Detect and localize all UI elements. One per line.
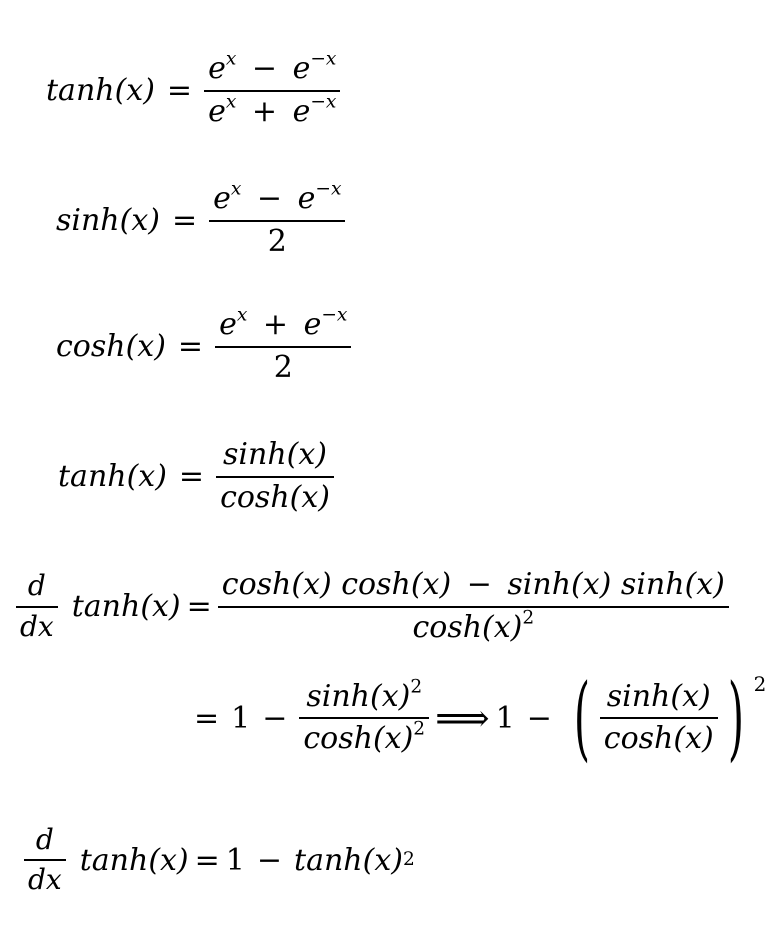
equals-sign: = (171, 203, 198, 238)
numerator (219, 438, 331, 473)
numerator (215, 304, 351, 343)
arg-x: (x) (482, 609, 523, 645)
derivative-operator (24, 824, 66, 896)
exponent: x (236, 304, 248, 326)
exponent: 2 (413, 718, 426, 740)
denominator (216, 481, 334, 516)
arg-x: (x) (670, 678, 711, 714)
exponent: x (225, 91, 237, 113)
minus-sign: − (262, 700, 288, 736)
exponent: −x (310, 91, 337, 113)
fn-tanh: tanh (71, 589, 141, 624)
numerator (204, 48, 340, 87)
arg-x: (x) (362, 842, 403, 878)
equals-sign: = (177, 329, 204, 364)
e-symbol: e (303, 307, 322, 342)
plus-sign: + (251, 93, 278, 129)
fn-sinh: sinh (620, 567, 685, 602)
equals-sign: = (194, 842, 220, 878)
exponent: 2 (410, 676, 423, 698)
fn-sinh: sinh (606, 678, 671, 714)
arg-x: (x) (148, 842, 189, 878)
fn-cosh: cosh (303, 721, 373, 756)
arg-x: (x) (114, 73, 155, 108)
arg-x: (x) (410, 567, 452, 602)
arg-x: (x) (126, 459, 167, 494)
e-symbol: e (292, 93, 311, 129)
equation-derivative-quotient (16, 568, 729, 645)
fraction (600, 680, 718, 757)
fraction (215, 304, 351, 385)
denominator (299, 718, 429, 757)
one: 1 (225, 842, 245, 878)
equals-sign: = (166, 73, 193, 108)
arg-x: (x) (372, 721, 414, 756)
minus-sign: − (256, 842, 283, 878)
exponent: x (225, 48, 237, 70)
fn-cosh: cosh (221, 567, 292, 602)
equals-sign: = (186, 589, 212, 624)
arg-x: (x) (140, 589, 181, 624)
one: 1 (231, 700, 251, 736)
denominator (204, 91, 340, 130)
exponent: x (230, 178, 242, 200)
fraction-bar (215, 346, 351, 348)
e-symbol: e (292, 51, 311, 86)
equation-simplification (182, 664, 766, 771)
d-symbol: d (35, 823, 54, 856)
fraction (216, 438, 334, 515)
arg-x: (x) (286, 437, 327, 472)
one: 1 (495, 700, 515, 736)
fraction-bar (218, 606, 729, 608)
exponent: −x (310, 48, 337, 70)
arg-x: (x) (673, 721, 714, 756)
denominator (600, 722, 718, 757)
arg-x: (x) (291, 567, 332, 602)
minus-sign: − (526, 700, 552, 736)
exponent: −x (315, 178, 342, 200)
exponent: 2 (753, 672, 766, 696)
fn-cosh: cosh (220, 479, 290, 515)
e-symbol: e (208, 51, 226, 86)
denominator: 2 (273, 349, 293, 385)
left-paren: ( (573, 664, 590, 771)
implies-arrow: ⟹ (435, 696, 490, 740)
fraction-bar (209, 220, 345, 222)
fn-tanh: tanh (294, 842, 363, 878)
arg-x: (x) (684, 567, 725, 602)
e-symbol: e (219, 307, 237, 342)
fraction-bar (299, 717, 429, 719)
right-paren: ) (727, 664, 744, 771)
denominator (408, 607, 538, 646)
e-symbol: e (297, 181, 316, 216)
d-symbol: d (27, 569, 46, 603)
arg-x: (x) (119, 203, 160, 238)
fraction-bar (24, 859, 66, 861)
plus-sign: + (262, 307, 289, 342)
numerator (218, 568, 729, 603)
equation-tanh-exp (46, 48, 340, 129)
arg-x: (x) (289, 479, 330, 515)
derivative-operator (16, 570, 58, 642)
fn-tanh: tanh (79, 842, 149, 878)
fraction (299, 676, 429, 757)
arg-x: (x) (125, 329, 166, 364)
e-symbol: e (213, 181, 231, 216)
exponent: −x (321, 304, 348, 326)
fraction-bar (600, 717, 718, 719)
equation-derivative-final: $\frac{d}{dx}$ tanh (x) = 1 − tanh (x) 2 (24, 824, 415, 896)
fn-sinh: sinh (507, 567, 572, 602)
denominator: 2 (267, 223, 287, 259)
exponent: 2 (522, 607, 535, 629)
dx-symbol: dx (28, 863, 62, 897)
equation-sinh (56, 178, 345, 259)
fn-tanh: tanh (58, 459, 127, 494)
fn-cosh: cosh (56, 329, 126, 364)
fraction-bar (216, 476, 334, 478)
fn-tanh: tanh (46, 73, 115, 108)
fraction (218, 568, 729, 645)
equation-cosh (56, 304, 351, 385)
numerator (209, 178, 345, 217)
fn-cosh: cosh (603, 721, 674, 756)
arg-x: (x) (571, 567, 612, 602)
arg-x: (x) (369, 678, 411, 714)
dx-symbol: dx (20, 609, 54, 643)
minus-sign: − (466, 567, 492, 602)
numerator (603, 680, 715, 715)
fn-sinh: sinh (306, 678, 370, 714)
e-symbol: e (208, 93, 226, 129)
minus-sign: − (251, 51, 278, 86)
equation-tanh-ratio (58, 438, 334, 515)
fraction-bar (16, 606, 58, 608)
fraction (204, 48, 340, 129)
equals-sign: = (194, 700, 220, 736)
fn-sinh: sinh (56, 203, 120, 238)
numerator (302, 676, 426, 715)
fn-sinh: sinh (223, 437, 287, 472)
fraction (209, 178, 345, 259)
minus-sign: − (256, 181, 283, 216)
fn-cosh: cosh (341, 567, 411, 602)
equals-sign: = (178, 459, 205, 494)
fn-cosh: cosh (412, 609, 483, 645)
